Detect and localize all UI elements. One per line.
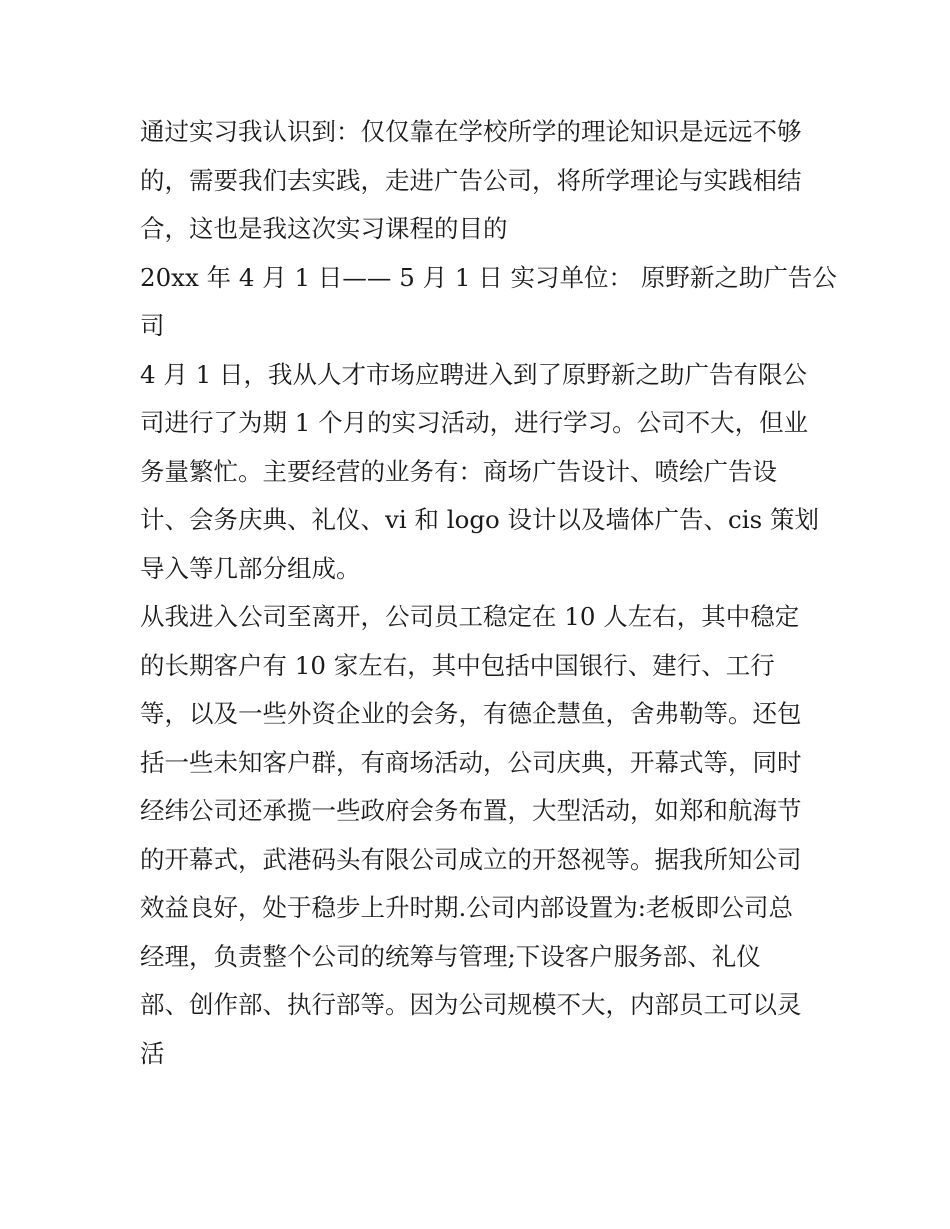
text-line: 通过实习我认识到：仅仅靠在学校所学的理论知识是远远不够 [140,117,802,146]
paragraph-company-business [140,351,820,594]
text-line: 司进行了为期 1 个月的实习活动，进行学习。公司不大，但业 [140,408,809,437]
text-line: 务量繁忙。主要经营的业务有：商场广告设计、喷绘广告设 [140,456,777,486]
text-line: 4 月 1 日，我从人才市场应聘进入到了原野新之助广告有限公 [140,359,808,389]
text-line: 活 [140,1038,165,1068]
text-line: 经理，负责整个公司的统筹与管理;下设客户服务部、礼仪 [140,941,761,971]
text-line: 等，以及一些外资企业的会务，有德企慧鱼，舍弗勒等。还包 [140,699,802,728]
text-line: 计、会务庆典、礼仪、vi 和 logo 设计以及墙体广告、cis 策划 [140,505,819,534]
text-line: 括一些未知客户群，有商场活动，公司庆典，开幕式等，同时 [140,747,802,777]
text-line: 的长期客户有 10 家左右，其中包括中国银行、建行、工行 [140,650,775,680]
document-body [140,108,837,1078]
text-line: 20xx 年 4 月 1 日—— 5 月 1 日 实习单位： 原野新之助广告公 [140,262,837,292]
paragraph-company-structure [140,593,820,1078]
text-line: 司 [140,311,165,340]
text-line: 从我进入公司至离开，公司员工稳定在 10 人左右，其中稳定 [140,602,800,631]
paragraph-internship-insight [140,108,820,254]
text-line: 合，这也是我这次实习课程的目的 [140,214,508,243]
text-line: 的开幕式，武港码头有限公司成立的开怒视等。据我所知公司 [140,844,802,874]
text-line: 部、创作部、执行部等。因为公司规模不大，内部员工可以灵 [140,990,802,1019]
paragraph-internship-period [140,254,837,351]
text-line: 经纬公司还承揽一些政府会务布置，大型活动，如郑和航海节 [140,796,802,825]
text-line: 导入等几部分组成。 [140,553,361,583]
text-line: 效益良好，处于稳步上升时期.公司内部设置为:老板即公司总 [140,893,794,922]
text-line: 的，需要我们去实践，走进广告公司，将所学理论与实践相结 [140,165,802,195]
